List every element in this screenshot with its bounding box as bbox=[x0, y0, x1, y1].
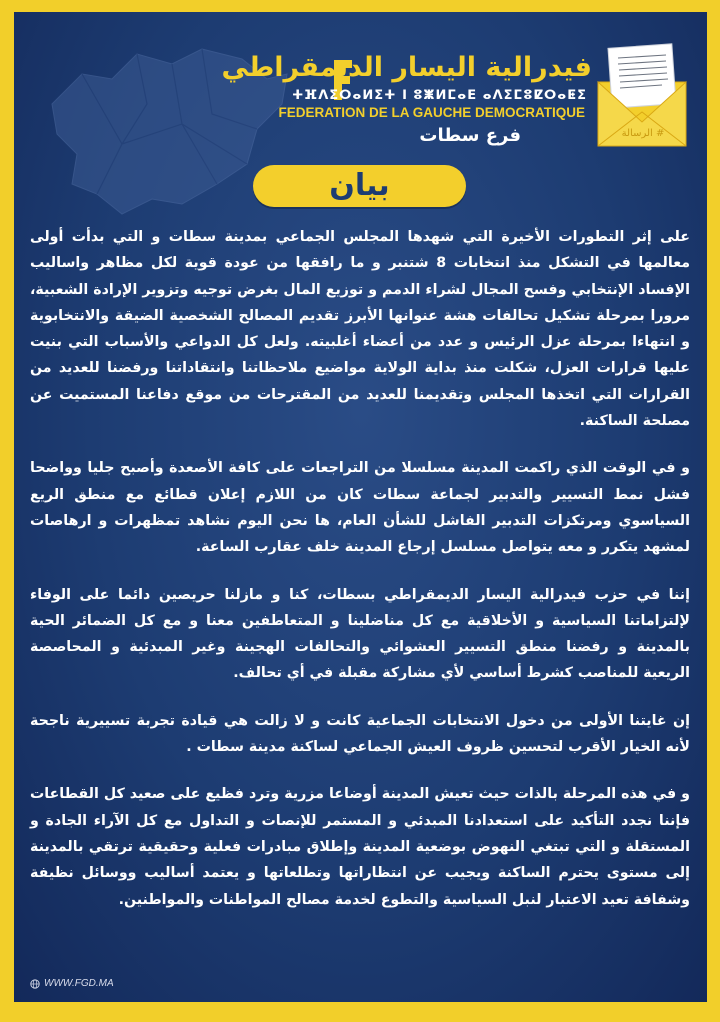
paragraph: إننا في حزب فيدرالية اليسار الديمقراطي بسطات، كنا و مازلنا حريصين دائما على الوفاء لإلتزاماتنا السياسية و الأخلاقية مع كل مناضلينا و المتعاطفين معنا و مع كل الضمائر الحية بالمدينة و رفضنا منطق التسيير العشوائي والتحالفات الهجينة وغير المبدئية و المحاصصة الريعية للمناصب كشرط أساسي لأي مشاركة مقبلة في أي تحالف. bbox=[30, 586, 690, 682]
org-name-french: FEDERATION DE LA GAUCHE DEMOCRATIQUE bbox=[278, 105, 585, 120]
header bbox=[14, 12, 707, 162]
page-title: بيان bbox=[329, 168, 390, 203]
title-banner bbox=[253, 165, 466, 207]
website-url[interactable]: WWW.FGD.MA bbox=[44, 978, 114, 989]
statement-panel bbox=[14, 12, 707, 1002]
org-name-arabic: فيدرالية اليسار الديمقراطي bbox=[221, 52, 592, 83]
envelope-label: # الرسالة bbox=[621, 128, 665, 139]
paragraph: و في هذه المرحلة بالذات حيث تعيش المدينة أوضاعا مزرية وترد فظيع على صعيد كل القطاعات فإننا نجدد التأكيد على استعدادنا المبدئي و المستمر للإنصات و التداول مع كل الآراء الجادة و المستقلة و التي تبتغي النهوض بوضعية المدينة وإطلاق مبادرات فعلية وحقيقية ترتقي بالمدينة إلى مستوى يحترم الساكنة ويجيب عن انتظاراتها وتطلعاتها و يعتمد أساليب ووسائل نظيفة وشفافة تعيد الاعتبار لنبل السياسية والتطوع لخدمة مصالح المواطنات والمواطنين. bbox=[30, 786, 690, 908]
globe-icon bbox=[30, 979, 40, 989]
statement-body bbox=[30, 224, 690, 934]
footer bbox=[30, 978, 114, 989]
paragraph: على إثر التطورات الأخيرة التي شهدها المجلس الجماعي بمدينة سطات و التي بدأت أولى معالمها في التشكل منذ انتخابات 8 شتنبر و ما رافقها من عودة قوية لكل مظاهر واساليب الإفساد الإنتخابي وفسح المجال لشراء الدمم و توزيع المال بغرض توجيه وتزوير الإرادة الشعبية، مرورا بمرحلة تشكيل تحالفات هشة عنوانها الأبرز تقديم المصالح الشخصية الضيقة والانتخابوية و انتهاءا بمرحلة عزل الرئيس و عدد من أعضاء أغلبيته. ولعل كل الدواعي والأسباب التي بنيت عليها قرارات العزل، شكلت منذ بداية الولاية مواضيع ملاحظاتنا وانتقاداتنا ورفضنا للعديد من القرارات التي اتخذها المجلس وتقديمنا للعديد من المقترحات من موقع دفاعنا المستميت عن مصلحة الساكنة. bbox=[30, 229, 690, 430]
paragraph: إن غايتنا الأولى من دخول الانتخابات الجماعية كانت و لا زالت هي قيادة تجربة تسييرية ناجحة لأنه الخيار الأقرب لتحسين ظروف العيش الجماعي لساكنة مدينة سطات . bbox=[30, 712, 690, 756]
paragraph: و في الوقت الذي راكمت المدينة مسلسلا من التراجعات على كافة الأصعدة وأصبح جليا وواضحا فشل نمط التسيير والتدبير لجماعة سطات كان من اللازم إعلان قطائع مع منطق الريع السياسوي ومرتكزات التدبير الفاشل للشأن العام، ها نحن اليوم نشاهد تمظهرات و ارهاصات لمشهد يتكرر و معه يتواصل مسلسل إرجاع المدينة خلف عقارب الساعة. bbox=[30, 460, 690, 556]
org-name-tifinagh: ⵜⴼⴷⵉⵔⴰⵍⵉⵜ ⵏ ⵓⵥⵍⵎⴰⴹ ⴰⴷⵉⵎⵓⵇⵔⴰⵟⵉ bbox=[291, 88, 587, 103]
branch-name: فرع سطات bbox=[419, 125, 521, 146]
